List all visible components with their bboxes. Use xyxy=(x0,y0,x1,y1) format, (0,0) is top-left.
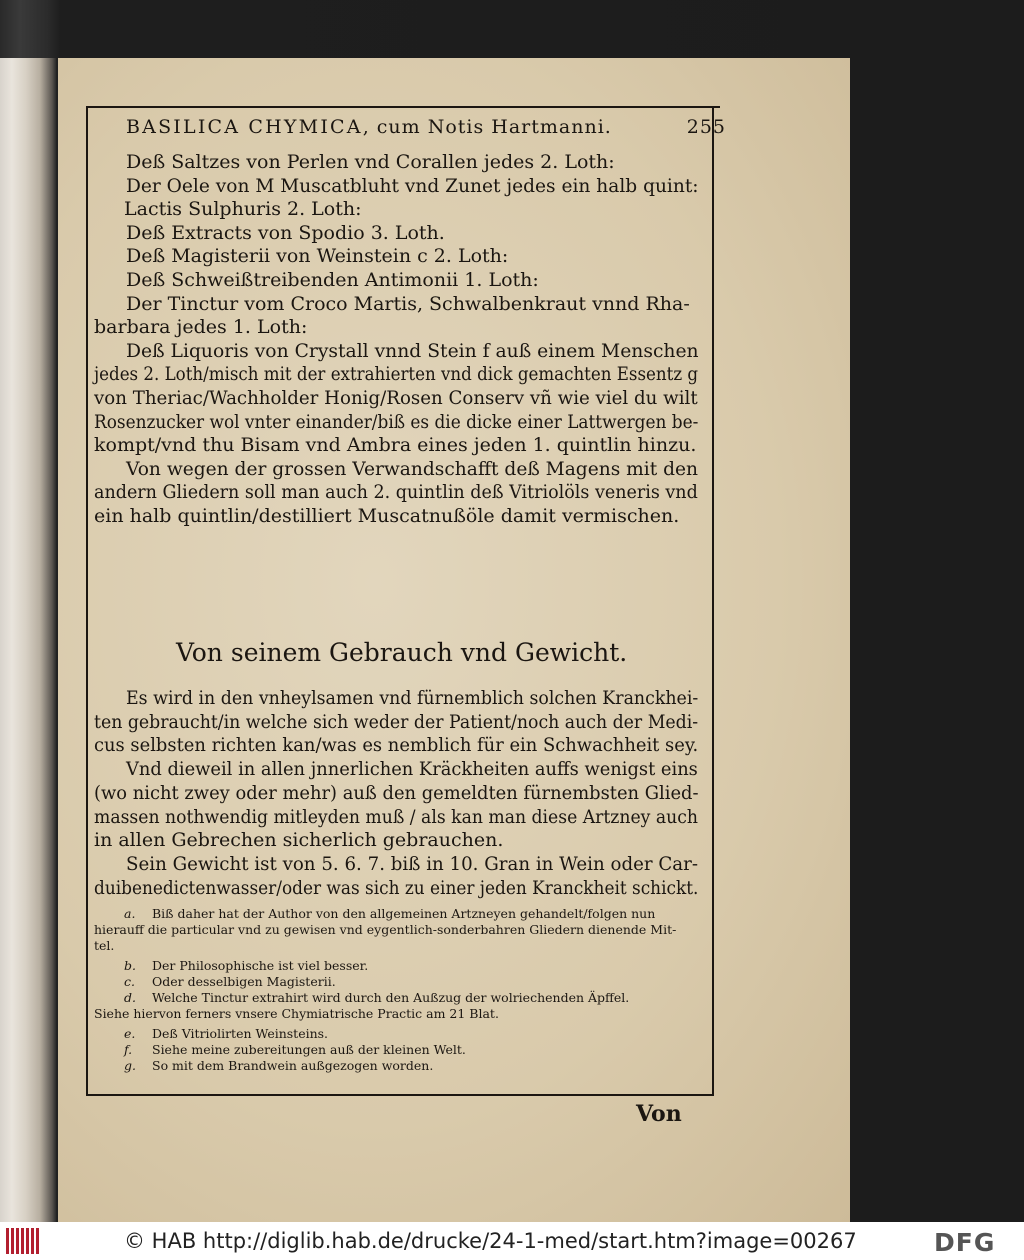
catchword: Von xyxy=(636,1101,682,1127)
text-line: ein halb quintlin/destilliert Muscatnußöle damit vermischen. xyxy=(94,505,680,527)
text-line: Der Oele von M Muscatbluht vnd Zunet jedes ein halb quint: xyxy=(126,174,699,197)
text-line: Von wegen der grossen Verwandschafft deß Magens mit den xyxy=(126,457,699,480)
text-line: Deß Schweißtreibenden Antimonii 1. Loth: xyxy=(126,269,539,291)
text-line: Deß Magisterii von Weinstein c 2. Loth: xyxy=(126,245,509,268)
footnote-text: Biß daher hat der Author von den allgemeinen Artzneyen gehandelt/folgen nun xyxy=(152,906,656,921)
text-line: Deß Liquoris von Crystall vnnd Stein f auß einem Menschen xyxy=(126,339,699,362)
footnote-text: tel. xyxy=(94,938,115,953)
footnote-mark: g. xyxy=(124,1058,136,1073)
book-spine-edge xyxy=(0,58,56,1223)
text-line: Der Tinctur vom Croco Martis, Schwalbenkraut vnnd Rha- xyxy=(126,292,690,315)
footnote-mark: a. xyxy=(124,906,136,921)
frame-rule-left xyxy=(86,106,88,1096)
footnote-text: So mit dem Brandwein außgezogen worden. xyxy=(152,1058,434,1073)
running-head-title: BASILICA CHYMICA xyxy=(126,116,363,138)
text-line: Rosenzucker wol vnter einander/biß es die dicke einer Lattwergen be- xyxy=(94,410,699,433)
footnote-line xyxy=(124,990,629,1006)
footnote-mark: c. xyxy=(124,974,135,989)
text-line: Es wird in den vnheylsamen vnd fürnemblich solchen Kranckhei- xyxy=(126,687,699,709)
text-line: Lactis Sulphuris 2. Loth: xyxy=(124,198,362,221)
text-line: Vnd dieweil in allen jnnerlichen Kräckheiten auffs wenigst eins xyxy=(126,758,698,781)
footnote-mark: e. xyxy=(124,1026,136,1041)
viewer-footer xyxy=(0,1222,1024,1260)
footnote-text: Oder desselbigen Magisterii. xyxy=(152,974,336,989)
footnote-text: Welche Tinctur extrahirt wird durch den Außzug der wolriechenden Äpffel. xyxy=(152,990,630,1005)
text-line: kompt/vnd thu Bisam vnd Ambra eines jeden 1. quintlin hinzu. xyxy=(94,434,697,457)
footnote-line xyxy=(124,1026,328,1042)
text-line: in allen Gebrechen sicherlich gebrauchen. xyxy=(94,829,504,852)
footnote-mark: d. xyxy=(124,990,136,1005)
footnote-line xyxy=(94,922,676,938)
library-logo-icon xyxy=(6,1228,44,1254)
footnote-text: Siehe hiervon ferners vnsere Chymiatrische Practic am 21 Blat. xyxy=(94,1006,499,1021)
section-heading: Von seinem Gebrauch vnd Gewicht. xyxy=(176,638,628,667)
running-head xyxy=(126,116,726,140)
text-block xyxy=(86,106,740,1148)
footer-credit-link[interactable]: © HAB http://diglib.hab.de/drucke/24-1-med/start.htm?image=00267 xyxy=(124,1229,857,1253)
dfg-logo: DFG xyxy=(934,1228,996,1257)
footnote-line xyxy=(124,1042,466,1058)
page-number: 255 xyxy=(686,116,726,138)
text-line: cus selbsten richten kan/was es nemblich für ein Schwachheit sey. xyxy=(94,734,699,757)
footnote-mark: f. xyxy=(124,1042,133,1057)
footnote-text: Siehe meine zubereitungen auß der kleinen Welt. xyxy=(152,1042,466,1057)
text-line: ten gebraucht/in welche sich weder der Patient/noch auch der Medi- xyxy=(94,710,699,733)
text-line: (wo nicht zwey oder mehr) auß den gemeldten fürnembsten Glied- xyxy=(94,781,699,804)
footnote-line xyxy=(124,974,336,990)
frame-rule-top xyxy=(86,106,720,108)
text-line: andern Gliedern soll man auch 2. quintlin deß Vitriolöls veneris vnd xyxy=(94,481,698,504)
frame-rule-right xyxy=(712,106,714,1096)
text-line: von Theriac/Wachholder Honig/Rosen Conserv vñ wie viel du wilt xyxy=(94,387,698,409)
text-line: massen nothwendig mitleyden muß / als kan man diese Artzney auch xyxy=(94,805,698,828)
footnote-line xyxy=(94,1006,499,1022)
frame-rule-bottom xyxy=(86,1094,714,1096)
text-line: jedes 2. Loth/misch mit der extrahierten vnd dick gemachten Essentz g xyxy=(94,363,699,386)
text-line: duibenedictenwasser/oder was sich zu einer jeden Kranckheit schickt. xyxy=(94,876,699,899)
footnote-mark: b. xyxy=(124,958,136,973)
footnote-line xyxy=(124,906,655,922)
text-line: Deß Saltzes von Perlen vnd Corallen jedes 2. Loth: xyxy=(126,151,615,173)
running-head-subtitle: , cum Notis Hartmanni. xyxy=(362,116,612,138)
footnote-text: Deß Vitriolirten Weinsteins. xyxy=(152,1026,329,1041)
footnote-line xyxy=(94,938,114,954)
text-line: barbara jedes 1. Loth: xyxy=(94,316,308,339)
document-page xyxy=(58,58,850,1222)
footnote-line xyxy=(124,1058,433,1074)
footnote-line xyxy=(124,958,368,974)
footnote-text: Der Philosophische ist viel besser. xyxy=(152,958,369,973)
text-line: Sein Gewicht ist von 5. 6. 7. biß in 10. Gran in Wein oder Car- xyxy=(126,852,699,875)
footnote-text: hierauff die particular vnd zu gewisen vnd eygentlich-sonderbahren Gliedern dienende Mit- xyxy=(94,922,677,937)
text-line: Deß Extracts von Spodio 3. Loth. xyxy=(126,221,445,244)
